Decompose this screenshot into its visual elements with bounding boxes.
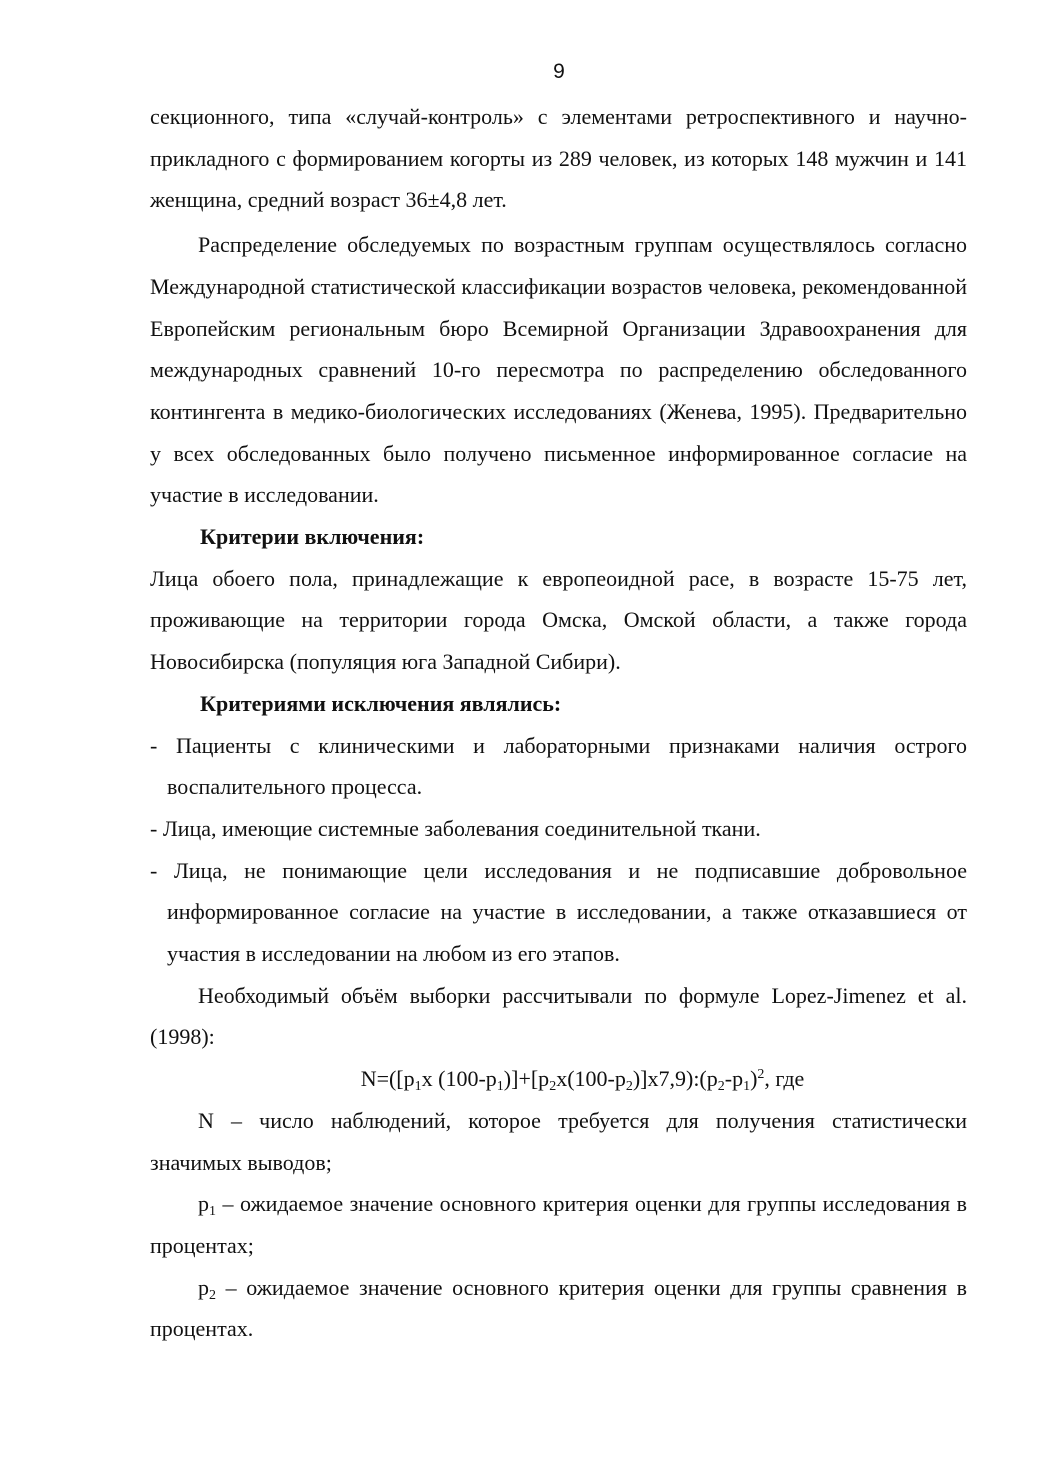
sample-size-formula <box>150 1058 967 1100</box>
formula-subscript: 2 <box>625 1079 633 1095</box>
definition-p2 <box>150 1267 967 1350</box>
definition-p1 <box>150 1183 967 1266</box>
formula-subscript: 1 <box>414 1079 422 1095</box>
formula-subscript: 2 <box>717 1079 725 1095</box>
definition-n: N – число наблюдений, которое требуется для получения статистически значимых выводов; <box>150 1107 967 1175</box>
distribution-paragraph: Распределение обследуемых по возрастным группам осуществлялось согласно Международной статистической классификации возрастов человека, рекомендованной Европейским региональным бюро Всемирной Организации Здравоохранения для международных сравнений 10-го пересмотра по распределению обследованного контингента в медико-биологических исследованиях (Женева, 1995). Предварительно у всех обследованных было получено письменное информированное согласие на участие в исследовании. <box>150 232 967 508</box>
sample-size-paragraph: Необходимый объём выборки рассчитывали по формуле Lopez-Jimenez et al. (1998): <box>150 982 967 1050</box>
formula-part: x (100-p <box>421 1066 497 1092</box>
p2-subscript: 2 <box>209 1287 216 1303</box>
formula-part: x(100-p <box>556 1066 626 1092</box>
formula-part: )]x7,9):(p <box>632 1066 718 1092</box>
inclusion-paragraph: Лица обоего пола, принадлежащие к европеоидной расе, в возрасте 15-75 лет, проживающие на территории города Омска, Омской области, а также города Новосибирска (популяция юга Западной Сибири). <box>150 565 967 675</box>
exclusion-item: - Пациенты с клиническими и лабораторными признаками наличия острого воспалительного процесса. <box>150 732 967 800</box>
formula-part: N=([p <box>360 1066 415 1092</box>
formula-subscript: 1 <box>496 1079 504 1095</box>
p1-description: – ожидаемое значение основного критерия оценки для группы исследования в процентах; <box>150 1191 967 1258</box>
p1-symbol: p <box>198 1191 209 1217</box>
p2-description: – ожидаемое значение основного критерия оценки для группы сравнения в процентах. <box>150 1274 967 1342</box>
p1-subscript: 1 <box>209 1204 216 1220</box>
formula-superscript: 2 <box>757 1067 765 1083</box>
intro-paragraph: секционного, типа «случай-контроль» с элементами ретроспективного и научно-прикладного с формированием когорты из 289 человек, из которых 148 мужчин и 141 женщина, средний возраст 36±4,8 лет. <box>150 104 967 213</box>
formula-subscript: 1 <box>743 1079 751 1095</box>
inclusion-heading: Критерии включения: <box>200 524 425 550</box>
formula-part: , где <box>764 1066 805 1092</box>
exclusion-item: - Лица, имеющие системные заболевания соединительной ткани. <box>150 815 761 841</box>
exclusion-list <box>150 725 967 975</box>
page-number: 9 <box>553 60 565 83</box>
formula-subscript: 2 <box>549 1079 557 1095</box>
document-body <box>150 96 967 1350</box>
formula-part: ) <box>750 1066 758 1092</box>
formula-part: )]+[p <box>503 1066 550 1092</box>
exclusion-item: - Лица, не понимающие цели исследования и не подписавшие добровольное информированное согласие на участие в исследовании, а также отказавшиеся от участия в исследовании на любом из его этапов. <box>150 857 967 967</box>
formula-part: -p <box>724 1066 744 1092</box>
p2-symbol: p <box>198 1274 209 1300</box>
exclusion-heading: Критериями исключения являлись: <box>200 690 562 716</box>
